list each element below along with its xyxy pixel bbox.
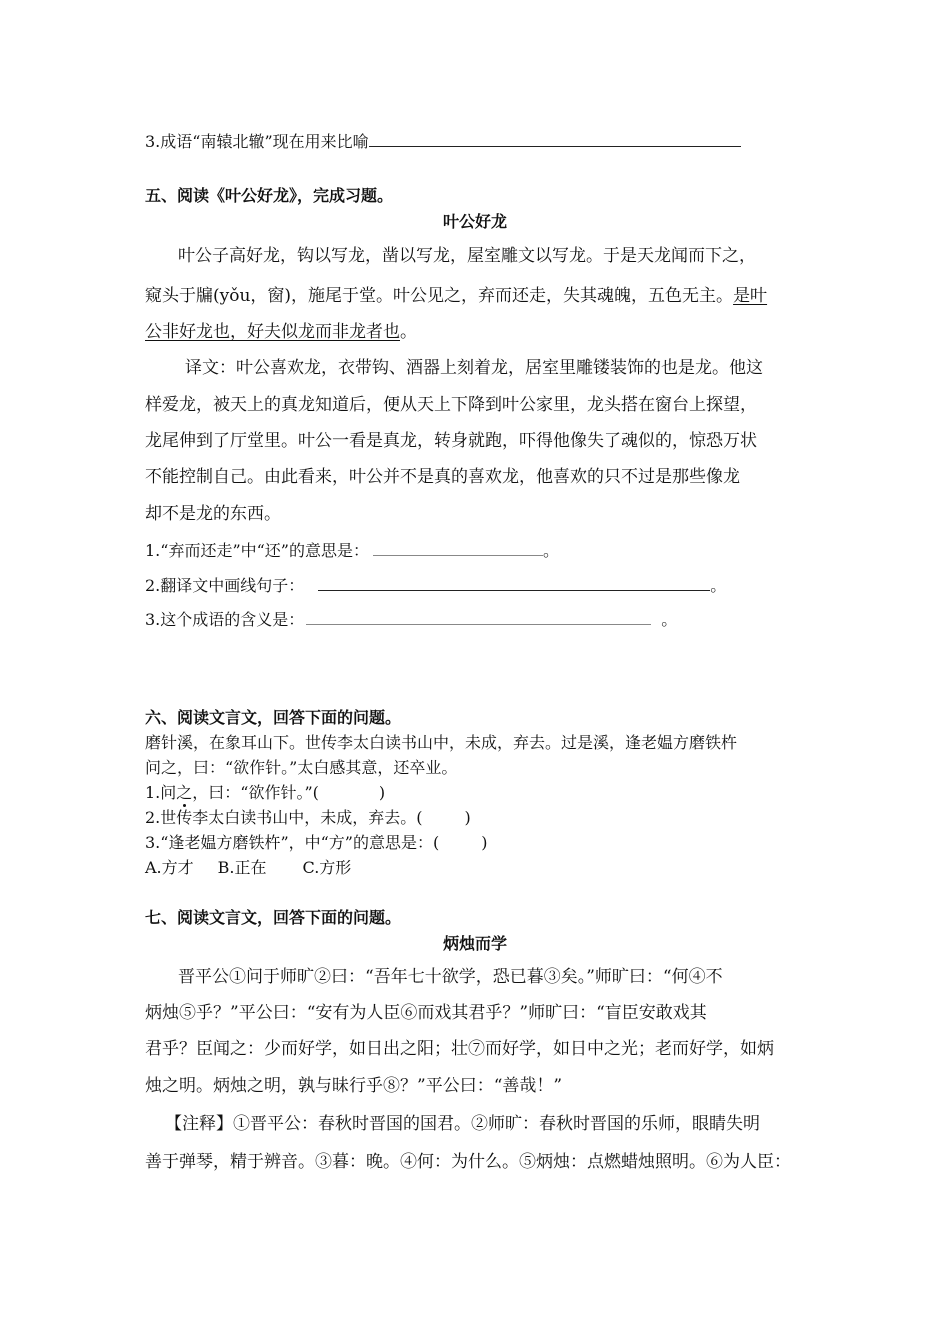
s5-translation-line-2: 样爱龙，被天上的真龙知道后，便从天上下降到叶公家里，龙头搭在窗台上探望，	[145, 395, 757, 415]
s5-q1-answer-blank[interactable]	[373, 539, 543, 556]
s6-q1	[145, 783, 385, 803]
s5-q2-end: 。	[710, 576, 727, 595]
s7-text-line-4: 烛之明。炳烛之明，孰与昧行乎⑧？”平公曰：“善哉！”	[145, 1076, 563, 1096]
s6-q2-close: )	[464, 808, 471, 827]
s7-notes-line-2: 善于弹琴，精于辨音。③暮：晚。④何：为什么。⑤炳烛：点燃蜡烛照明。⑥为人臣：	[145, 1152, 791, 1172]
s6-text-line-1: 磨针溪，在象耳山下。世传李太白读书山中，未成，弃去。过是溪，逢老媪方磨铁杵	[145, 733, 738, 752]
s5-q2	[145, 574, 726, 596]
s5-text-line-2-main: 窥头于牖(yǒu，窗)，施尾于堂。叶公见之，弃而还走，失其魂魄，五色无主。	[145, 286, 734, 306]
s5-q2-text: 2.翻译文中画线句子：	[145, 576, 305, 595]
s6-q2-text: 2.世传李太白读书山中，未成，弃去。(	[145, 808, 423, 827]
s7-heading: 七、阅读文言文，回答下面的问题。	[145, 908, 402, 927]
s5-q3	[145, 608, 677, 630]
s5-q3-answer-blank[interactable]	[306, 608, 651, 625]
s5-translation-line-4: 不能控制自己。由此看来，叶公并不是真的喜欢龙，他喜欢的只不过是那些像龙	[145, 467, 740, 487]
s6-option-a[interactable]: A.方才	[145, 858, 194, 877]
s5-underlined-sentence-end: 公非好龙也，好夫似龙而非龙者也	[145, 322, 400, 342]
s5-underlined-sentence-start: 是叶	[733, 286, 768, 306]
s5-q3-end: 。	[661, 610, 678, 629]
s5-q1-end: 。	[543, 541, 560, 560]
s5-text-line-2	[145, 286, 767, 306]
s6-q1-dotted-char: 之	[176, 783, 193, 802]
s6-heading: 六、阅读文言文，回答下面的问题。	[145, 708, 402, 727]
s5-text-line-3-end: 。	[400, 322, 417, 342]
s6-option-c[interactable]: C.方形	[302, 858, 352, 877]
s5-translation-line-1: 译文：叶公喜欢龙，衣带钩、酒器上刻着龙，居室里雕镂装饰的也是龙。他这	[185, 358, 763, 378]
s7-text-line-1: 晋平公①问于师旷②曰：“吾年七十欲学，恐已暮③矣。”师旷曰：“何④不	[178, 967, 723, 987]
q4-3-answer-blank[interactable]	[369, 130, 741, 147]
s5-q1	[145, 539, 559, 561]
s5-heading: 五、阅读《叶公好龙》，完成习题。	[145, 186, 394, 205]
q4-3-text: 3.成语“南辕北辙”现在用来比喻	[145, 132, 369, 151]
s6-q3-text: 3.“逢老媪方磨铁杵”，中“方”的意思是：(	[145, 833, 440, 852]
s7-text-line-3: 君乎？臣闻之：少而好学，如日出之阳；壮⑦而好学，如日中之光；老而好学，如炳	[145, 1039, 774, 1059]
s5-translation-line-5: 却不是龙的东西。	[145, 504, 281, 524]
s5-q3-text: 3.这个成语的含义是：	[145, 610, 305, 629]
s7-title: 炳烛而学	[442, 934, 507, 953]
s6-q1-close: )	[378, 783, 386, 802]
s5-text-line-3	[145, 322, 417, 342]
s6-option-b[interactable]: B.正在	[217, 858, 267, 877]
s7-text-line-2: 炳烛⑤乎？”平公曰：“安有为人臣⑥而戏其君乎？”师旷曰：“盲臣安敢戏其	[145, 1003, 707, 1023]
s6-q3-options	[145, 858, 351, 878]
s6-q3	[145, 833, 487, 853]
s6-text-line-2: 问之，曰：“欲作针。”太白感其意，还卒业。	[145, 758, 458, 777]
s5-text-line-1: 叶公子高好龙，钩以写龙，凿以写龙，屋室雕文以写龙。于是天龙闻而下之，	[178, 246, 756, 266]
s6-q1-text-b: ，曰：“欲作针。”(	[192, 783, 319, 802]
s5-q1-text: 1.“弃而还走”中“还”的意思是：	[145, 541, 369, 560]
s7-notes-line-1: 【注释】①晋平公：春秋时晋国的国君。②师旷：春秋时晋国的乐师，眼睛失明	[165, 1114, 760, 1134]
s5-translation-line-3: 龙尾伸到了厅堂里。叶公一看是真龙，转身就跑，吓得他像失了魂似的，惊恐万状	[145, 431, 757, 451]
q4-3-line	[145, 130, 741, 152]
s6-q1-text-a: 1.问	[145, 783, 177, 802]
s5-q2-answer-blank[interactable]	[318, 574, 710, 591]
s6-q3-close: )	[481, 833, 488, 852]
s5-title: 叶公好龙	[442, 212, 507, 231]
s6-q2	[145, 808, 471, 828]
